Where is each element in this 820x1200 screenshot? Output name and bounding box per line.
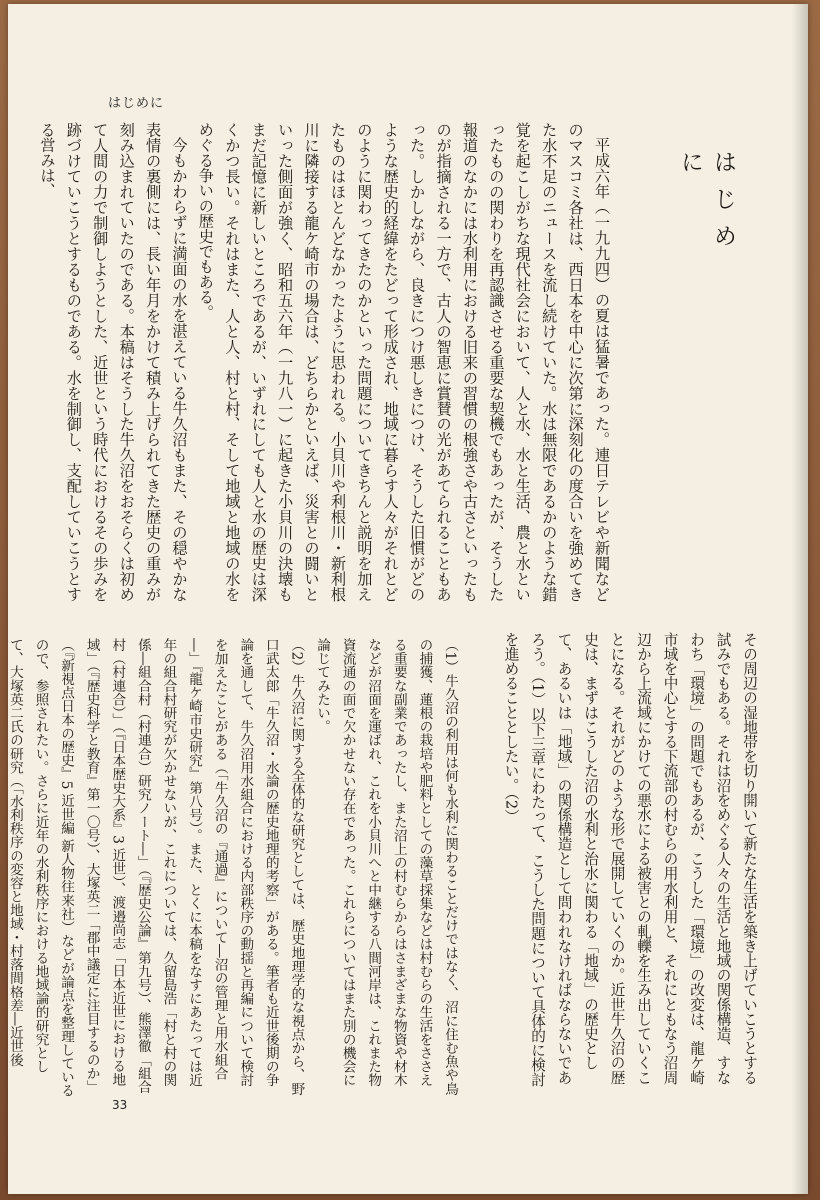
upper-text-block bbox=[38, 122, 615, 602]
body-paragraph: その周辺の湿地帯を切り開いて新たな生活を築き上げていこうとする試みでもある。それは沼をめぐる人々の生活と地域の関係構造、すなわち「環境」の問題でもあるが、こうした「環境」の改変は、龍ケ崎市域を中心とする下流部の村むらの用水利用と、それにともなう沼周辺から上流域にかけての悪水による被害との軋轢を生み出していくことになる。それがどのような形で展開していくのか。近世牛久沼の歴史は、まずはこうした沼の水利と治水に関わる「地域」の歴史として、あるいは「地域」の関係構造として問われなければならないであろう。（1）以下三章にわたって、こうした問題について具体的に検討を進めることとしたい。（2） bbox=[502, 632, 758, 1087]
running-head: はじめに bbox=[108, 96, 165, 111]
footnotes-block bbox=[6, 638, 462, 1100]
footnote: （1）牛久沼の利用は何も水利に関わることだけではなく、沼に住む魚や鳥の捕獲、蓮根の栽培や肥料としての藻草採集などは村むらの生活をささえる重要な副業であったし、また沼上の村むらからはさまざまな物資や材木などが沼面を運ばれ、これを小貝川へと中継する八間河岸は、これまた物資流通の面で欠かせない存在であった。これらについてはまた別の機会に論じてみたい。 bbox=[314, 638, 458, 1096]
body-paragraph: 今もかわらずに満面の水を湛えている牛久沼もまた、その穏やかな表情の裏側には、長い年月をかけて積み上げられてきた歴史の重みが刻み込まれていたのである。本稿はそうした牛久沼をおそらくは初めて人間の力で制御しようとした、近世という時代におけるその歩みを跡づけていこうとするものである。水を制御し、支配していこうとする営みは、 bbox=[38, 122, 189, 602]
footnote: （2）牛久沼に関する全体的な研究としては、歴史地理学的な視点から、野口武太郎「牛久沼・水論の歴史地理的考察」がある。筆者も近世後期の争論を通して、牛久沼用水組合における内部秩序の動揺と再編について検討を加えたことがある（「牛久沼の『通過』について―沼の管理と用水組合―」『龍ケ崎市史研究』第八号）。また、とくに本稿をなすにあたっては近年の組合村研究が欠かせないが、これについては、久留島浩「村と村の関係―組合村（村連合）研究ノート―」（『歴史公論』第九号）、熊澤徹「組合村（村連合）」（『日本歴史大系』3 近世）、渡邉尚志「日本近世における地域」（『歴史科学と教育』第一〇号）、大塚英二「郡中議定に注目するのか」（『新視点日本の歴史』5 近世編 新人物往来社）などが論点を整理しているので、参照されたい。さらに近年の水利秩序における地域論的研究として、大塚英二氏の研究（「水利秩序の変容と地域・村落間格差―近世後 bbox=[6, 638, 305, 1098]
page-gutter-shadow bbox=[792, 4, 808, 1194]
page-number: 33 bbox=[112, 1098, 128, 1112]
body-paragraph: 平成六年（一九九四）の夏は猛暑であった。連日テレビや新聞などのマスコミ各社は、西日本を中心に次第に深刻化の度合いを強めてきた水不足のニュースを流し続けていた。水は無限であるかのような錯覚を起こしがちな現代社会において、人と水、水と生活、農と水といったものの関わりを再認識させる重要な契機でもあったが、そうした報道のなかには水利用における旧来の習慣の根強さや古さといったものが指摘される一方で、古人の智恵に賞賛の光があてられることもあった。しかしながら、良きにつけ悪しきにつけ、そうした旧慣がどのような歴史的経緯をたどって形成され、地域に暮らす人々がそれとどのように関わってきたのかといった問題についてきちんと説明を加えたものはほとんどなかったように思われる。小貝川や利根川・新利根川に隣接する龍ケ崎市の場合は、どちらかといえば、災害との闘いといった側面が強く、昭和五六年（一九八一）に起きた小貝川の決壊もまだ記憶に新しいところであるが、いずれにしても人と水の歴史は深くかつ長い。それはまた、人と人、村と村、そして地域と地域の水をめぐる争いの歴史でもある。 bbox=[196, 122, 611, 602]
lower-right-text-block bbox=[462, 632, 762, 1097]
page-title: はじめに bbox=[677, 150, 736, 261]
